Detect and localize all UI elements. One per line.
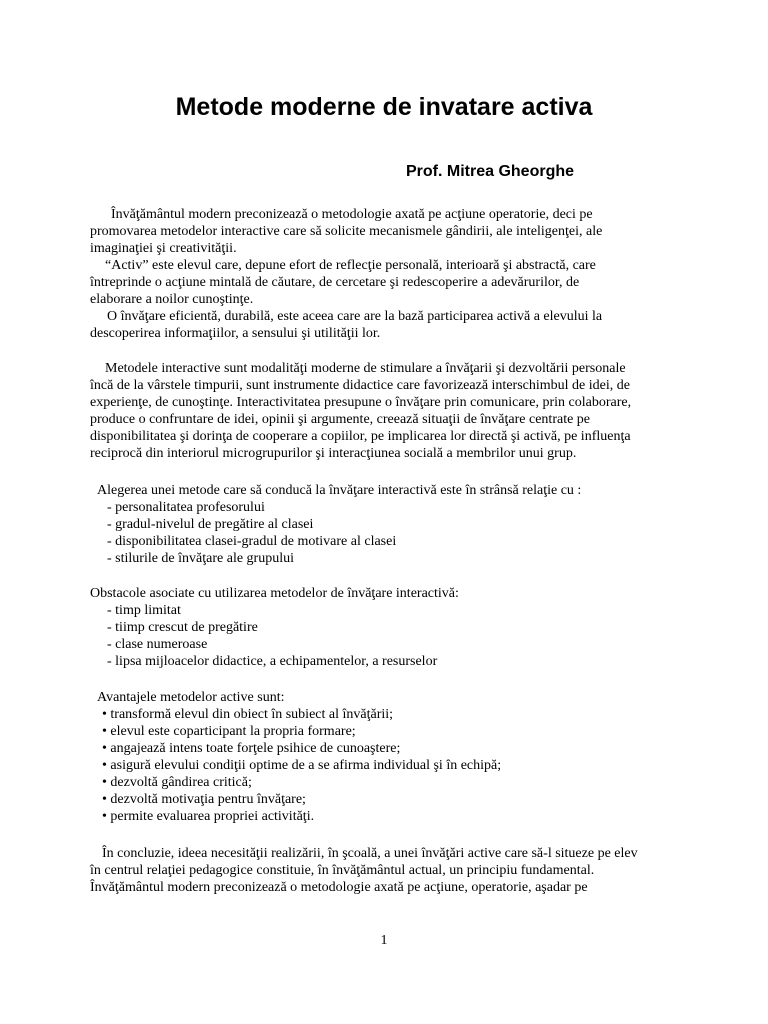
choice-intro: Alegerea unei metode care să conducă la învăţare interactivă este în strânsă relaţie cu : [97,483,582,498]
intro-line-4: “Activ” este elevul care, depune efort de reflecţie personală, interioară şi abstractă, care [105,258,596,273]
interactive-line-3: experienţe, de cunoştinţe. Interactivitatea presupune o învăţare prin comunicare, prin colaborare, [90,395,632,410]
obstacle-item: - lipsa mijloacelor didactice, a echipamentelor, a resurselor [107,654,438,669]
obstacles-intro: Obstacole asociate cu utilizarea metodelor de învăţare interactivă: [90,586,459,601]
interactive-line-1: Metodele interactive sunt modalităţi moderne de stimulare a învăţarii şi dezvoltării personale [105,361,626,376]
advantage-item: • dezvoltă motivaţia pentru învăţare; [102,792,306,807]
interactive-line-5: disponibilitatea şi dorinţa de cooperare a copiilor, pe implicarea lor directă şi activă, pe influenţa [90,429,631,444]
intro-line-3: imaginaţiei şi creativităţii. [90,241,237,256]
intro-line-2: promovarea metodelor interactive care să solicite mecanismele gândirii, ale inteligenţei, ale [90,224,603,239]
conclusion-line-3: Învăţământul modern preconizează o metodologie axată pe acţiune, operatorie, aşadar pe [90,880,588,895]
obstacle-item: - timp limitat [107,603,181,618]
advantage-item: • elevul este coparticipant la propria formare; [102,724,356,739]
document-title: Metode moderne de invatare activa [175,93,593,121]
obstacle-item: - clase numeroase [107,637,208,652]
choice-item: - personalitatea profesorului [107,500,265,515]
choice-item: - disponibilitatea clasei-gradul de motivare al clasei [107,534,397,549]
intro-line-8: descoperirea informaţiilor, a sensului şi utilităţii lor. [90,326,381,341]
advantage-item: • permite evaluarea propriei activităţi. [102,809,315,824]
choice-item: - gradul-nivelul de pregătire al clasei [107,517,314,532]
advantage-item: • asigură elevului condiţii optime de a se afirma individual şi în echipă; [102,758,502,773]
interactive-line-6: reciprocă din interiorul microgrupurilor şi interacţiunea socială a membrilor unui grup. [90,446,577,461]
interactive-line-2: încă de la vârstele timpurii, sunt instrumente didactice care favorizează interschimbul de idei, de [90,378,630,393]
obstacle-item: - tiimp crescut de pregătire [107,620,258,635]
advantage-item: • transformă elevul din obiect în subiect al învăţării; [102,707,394,722]
advantage-item: • angajează intens toate forţele psihice de cunoaştere; [102,741,401,756]
interactive-line-4: produce o confruntare de idei, opinii şi argumente, creează situaţii de învăţare centrate pe [90,412,591,427]
page-number: 1 [380,933,388,948]
conclusion-line-1: În concluzie, ideea necesităţii realizării, în şcoală, a unei învăţări active care să-l situeze pe elev [102,846,638,861]
intro-line-5: întreprinde o acţiune mintală de căutare, de cercetare şi redescoperire a adevărurilor, de [90,275,580,290]
author-name: Prof. Mitrea Gheorghe [406,163,575,180]
advantage-item: • dezvoltă gândirea critică; [102,775,252,790]
advantages-intro: Avantajele metodelor active sunt: [97,690,285,705]
intro-line-7: O învăţare eficientă, durabilă, este aceea care are la bază participarea activă a elevului la [107,309,603,324]
choice-item: - stilurile de învăţare ale grupului [107,551,294,566]
intro-line-1: Învăţământul modern preconizează o metodologie axată pe acţiune operatorie, deci pe [111,207,593,222]
intro-line-6: elaborare a noilor cunoştinţe. [90,292,254,307]
conclusion-line-2: în centrul relaţiei pedagogice constituie, în învăţământul actual, un principiu fundamental. [90,863,595,878]
